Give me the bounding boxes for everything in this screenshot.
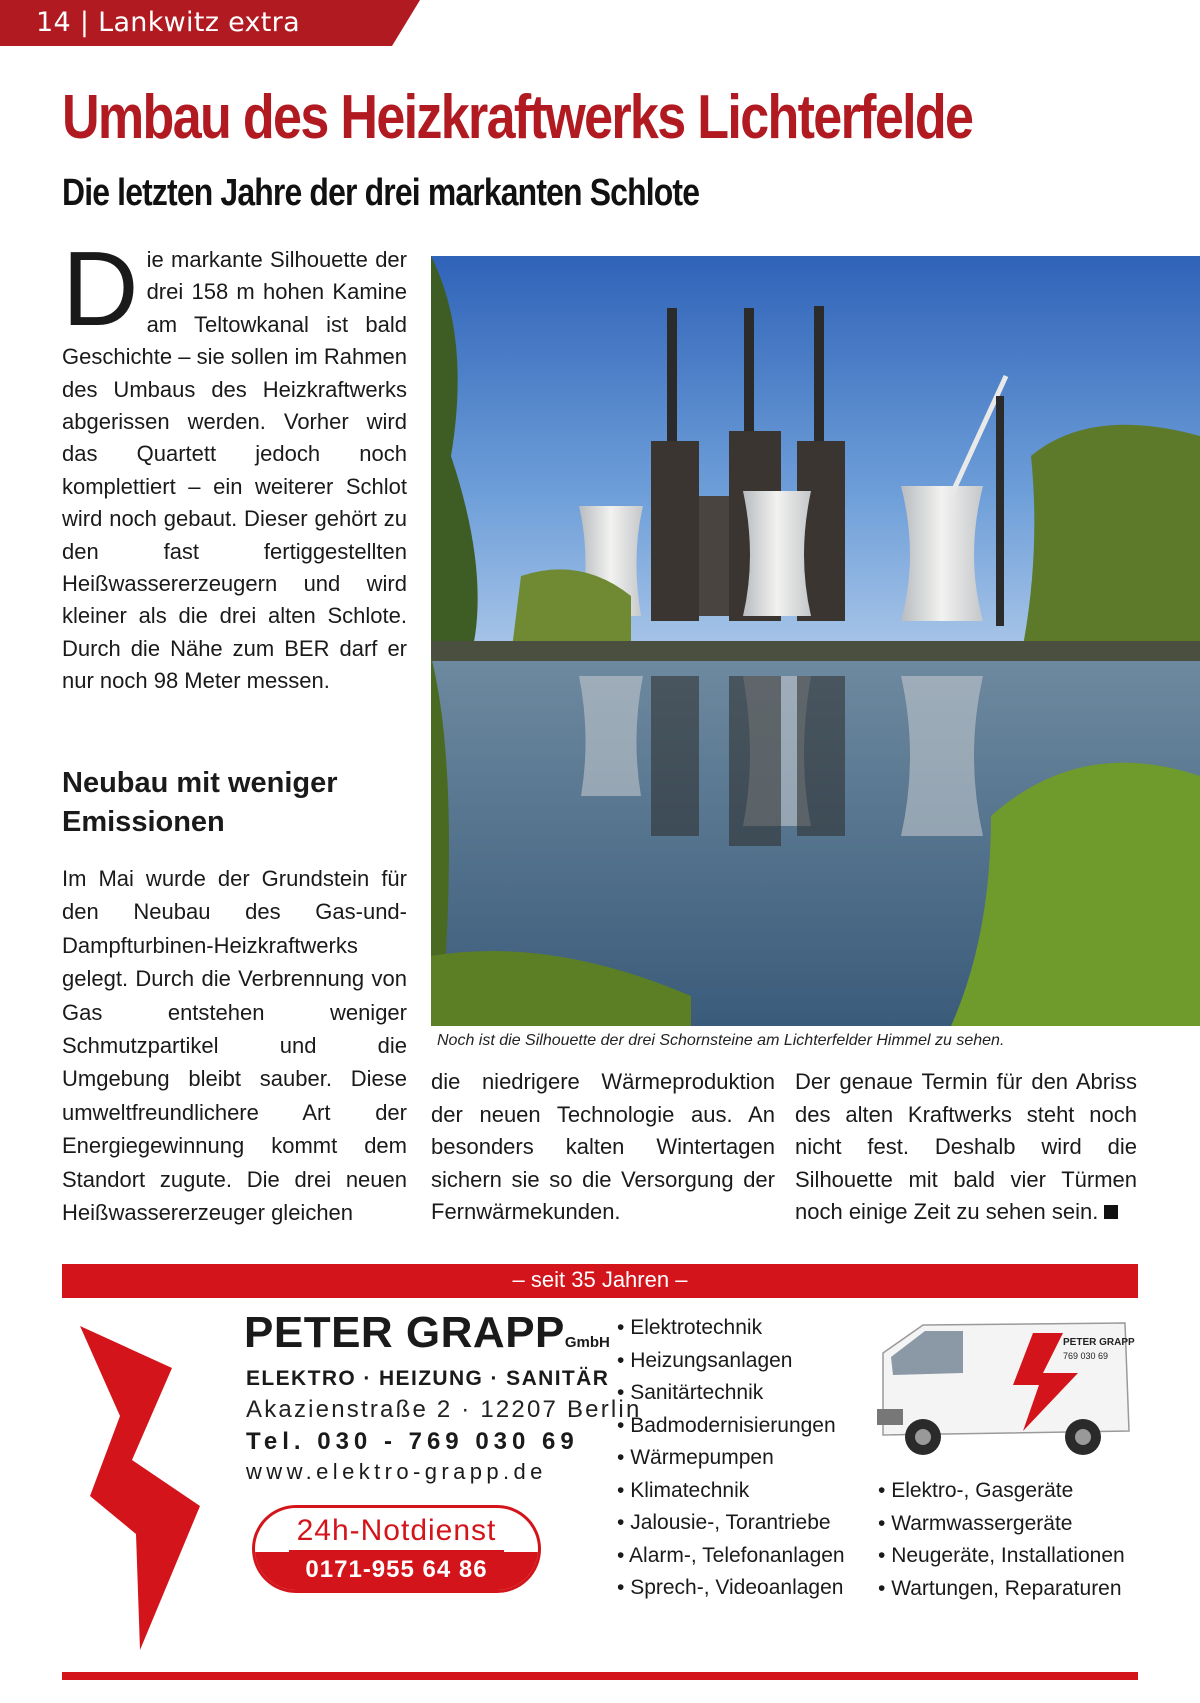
- intro-text: ie markante Silhouette der drei 158 m hohen Kamine am Teltowkanal ist bald Geschichte – sie sollen im Rahmen des Umbaus des Heizkraftwerks abgerissen werden. Vorher wird das Quartett jedoch noch komplettiert – ein weiterer Schlot wird noch gebaut. Dieser gehört zu den fast fertiggestellten Heißwassererzeugern und wird kleiner als die drei alten Schlote. Durch die Nähe zum BER darf er nur noch 98 Meter messen.: [62, 247, 407, 694]
- company-suffix: GmbH: [564, 1334, 610, 1351]
- service-item: • Jalousie-, Torantriebe: [617, 1507, 845, 1540]
- service-item: • Wartungen, Reparaturen: [878, 1573, 1125, 1606]
- services-list-left: [617, 1312, 845, 1605]
- dropcap: D: [62, 230, 139, 348]
- company-website[interactable]: www.elektro-grapp.de: [246, 1459, 547, 1484]
- company-phone[interactable]: Tel. 030 - 769 030 69: [246, 1428, 579, 1455]
- photo-caption: Noch ist die Silhouette der drei Schornsteine am Lichterfelder Himmel zu sehen.: [437, 1032, 1005, 1049]
- section-heading: Neubau mit weniger Emissionen: [62, 767, 338, 838]
- ad-banner: [62, 1264, 1138, 1298]
- article-col3-text: Der genaue Termin für den Abriss des alten Kraftwerks steht noch nicht fest. Deshalb wird die Silhouette mit bald vier Türmen noch einige Zeit zu sehen sein.: [795, 1069, 1137, 1225]
- article-intro: [62, 230, 407, 698]
- service-item: • Badmodernisierungen: [617, 1410, 845, 1443]
- section-tag-label: 14 | Lankwitz extra: [36, 7, 300, 38]
- service-item: • Elektro-, Gasgeräte: [878, 1475, 1125, 1508]
- section-tag: [0, 0, 420, 46]
- power-plant-photo: [431, 256, 1200, 1026]
- van-phone: 769 030 69: [1063, 1351, 1109, 1361]
- article-col1-text: Im Mai wurde der Grundstein für den Neubau des Gas-und-Dampfturbinen-Heizkraftwerks gelegt. Durch die Verbrennung von Gas entstehen weniger Schmutzpartikel und die Umgebung bleibt sauber. Diese umweltfreundlichere Art der Energiegewinnung kommt dem Standort zugute. Die drei neuen Heißwassererzeuger gleichen: [62, 866, 407, 1226]
- service-item: • Sanitärtechnik: [617, 1377, 845, 1410]
- company-trades: ELEKTRO · HEIZUNG · SANITÄR: [246, 1367, 610, 1390]
- end-mark-icon: [1104, 1205, 1118, 1219]
- service-item: • Klimatechnik: [617, 1475, 845, 1508]
- service-item: • Sprech-, Videoanlagen: [617, 1572, 845, 1605]
- services-list-right: [878, 1475, 1125, 1605]
- service-item: • Wärmepumpen: [617, 1442, 845, 1475]
- van-brand: PETER GRAPP: [1063, 1337, 1135, 1348]
- page-subtitle: Die letzten Jahre der drei markanten Schlote: [62, 172, 700, 214]
- service-item: • Elektrotechnik: [617, 1312, 845, 1345]
- emergency-badge: [252, 1505, 541, 1593]
- lightning-bolt-icon: [80, 1320, 220, 1650]
- service-item: • Warmwassergeräte: [878, 1508, 1125, 1541]
- emergency-phone[interactable]: 0171-955 64 86: [255, 1552, 538, 1590]
- service-item: • Alarm-, Telefonanlagen: [617, 1540, 845, 1573]
- company-address: Akazienstraße 2 · 12207 Berlin: [246, 1396, 642, 1423]
- van-image: [863, 1313, 1138, 1463]
- company-name-text: PETER GRAPP: [244, 1308, 565, 1357]
- service-item: • Heizungsanlagen: [617, 1345, 845, 1378]
- page-title: Umbau des Heizkraftwerks Lichterfelde: [62, 83, 973, 152]
- article-col3: [795, 1066, 1137, 1229]
- company-name: [244, 1308, 610, 1358]
- ad-bottom-line: [62, 1672, 1138, 1680]
- ad-banner-label: – seit 35 Jahren –: [512, 1267, 688, 1292]
- article-col2-text: die niedrigere Wärmeproduktion der neuen Technologie aus. An besonders kalten Wintertagen sichern sie so die Versorgung der Fernwärmekunden.: [431, 1069, 775, 1225]
- service-item: • Neugeräte, Installationen: [878, 1540, 1125, 1573]
- emergency-label: 24h-Notdienst: [296, 1514, 497, 1547]
